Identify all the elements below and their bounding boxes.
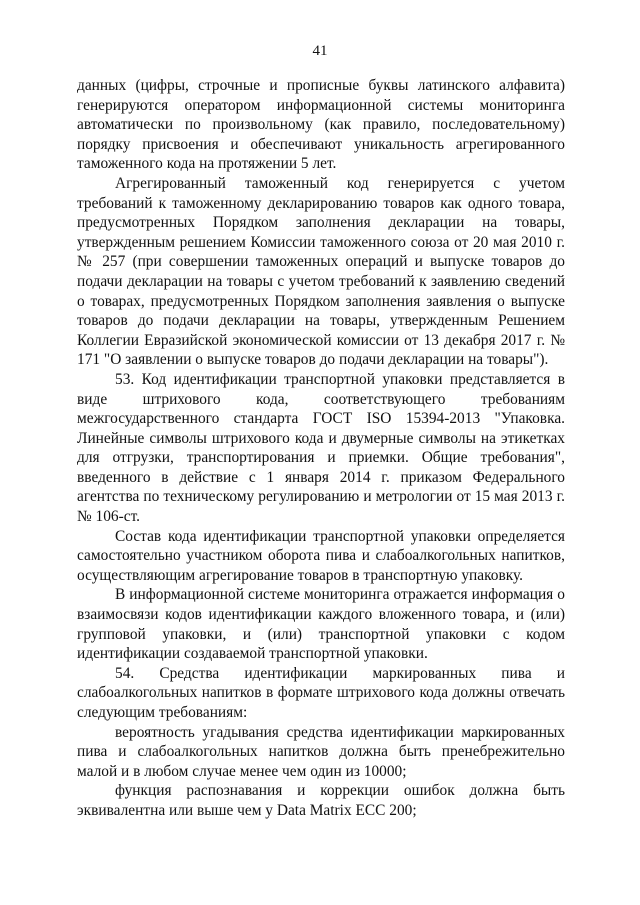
paragraph-transport-package-code: Состав кода идентификации транспортной упаковки определяется самостоятельно участником оборота пива и слабоалкогольных напитков, осуществляющим агрегирование товаров в транспортную упаковку. [77,527,565,584]
paragraph-guess-probability: вероятность угадывания средства идентификации маркированных пива и слабоалкогольных напитков должна быть пренебрежительно малой и в любом случае менее чем один из 10000; [77,723,565,780]
paragraph-aggregated-code: Агрегированный таможенный код генерируется с учетом требований к таможенному декларированию товаров как одного товара, предусмотренных Порядком заполнения декларации на товары, утвержденным решением Комиссии таможенного союза от 20 мая 2010 г. № 257 (при совершении таможенных операций и выпуске товаров до подачи декларации на товары с учетом требований к заявлению сведений о товарах, предусмотренных Порядком заполнения заявления о выпуске товаров до подачи декларации на товары, утвержденным Решением Коллегии Евразийской экономической комиссии от 13 декабря 2017 г. № 171 "О заявлении о выпуске товаров до подачи декларации на товары"). [77,174,565,369]
body-text [77,76,565,821]
page-number: 41 [312,43,328,59]
paragraph-monitoring-system: В информационной системе мониторинга отражается информация о взаимосвязи кодов идентификации каждого вложенного товара, и (или) групповой упаковки, и (или) транспортной упаковки с кодом идентификации создаваемой транспортной упаковки. [77,586,565,663]
paragraph-item-54: 54. Средства идентификации маркированных пива и слабоалкогольных напитков в формате штрихового кода должны отвечать следующим требованиям: [77,664,565,721]
paragraph-item-53: 53. Код идентификации транспортной упаковки представляется в виде штрихового кода, соответствующего требованиям межгосударственного стандарта ГОСТ ISO 15394-2013 "Упаковка. Линейные символы штрихового кода и двумерные символы на этикетках для отгрузки, транспортирования и приемки. Общие требования", введенного в действие с 1 января 2014 г. приказом Федерального агентства по техническому регулированию и метрологии от 15 мая 2013 г. № 106-ст. [77,370,565,526]
paragraph-continuation: данных (цифры, строчные и прописные буквы латинского алфавита) генерируются оператором информационной системы мониторинга автоматически по произвольному (как правило, последовательному) порядку присвоения и обеспечивают уникальность агрегированного таможенного кода на протяжении 5 лет. [77,77,565,173]
paragraph-error-correction: функция распознавания и коррекции ошибок должна быть эквивалентна или выше чем у Data Matrix ECC 200; [77,782,565,819]
